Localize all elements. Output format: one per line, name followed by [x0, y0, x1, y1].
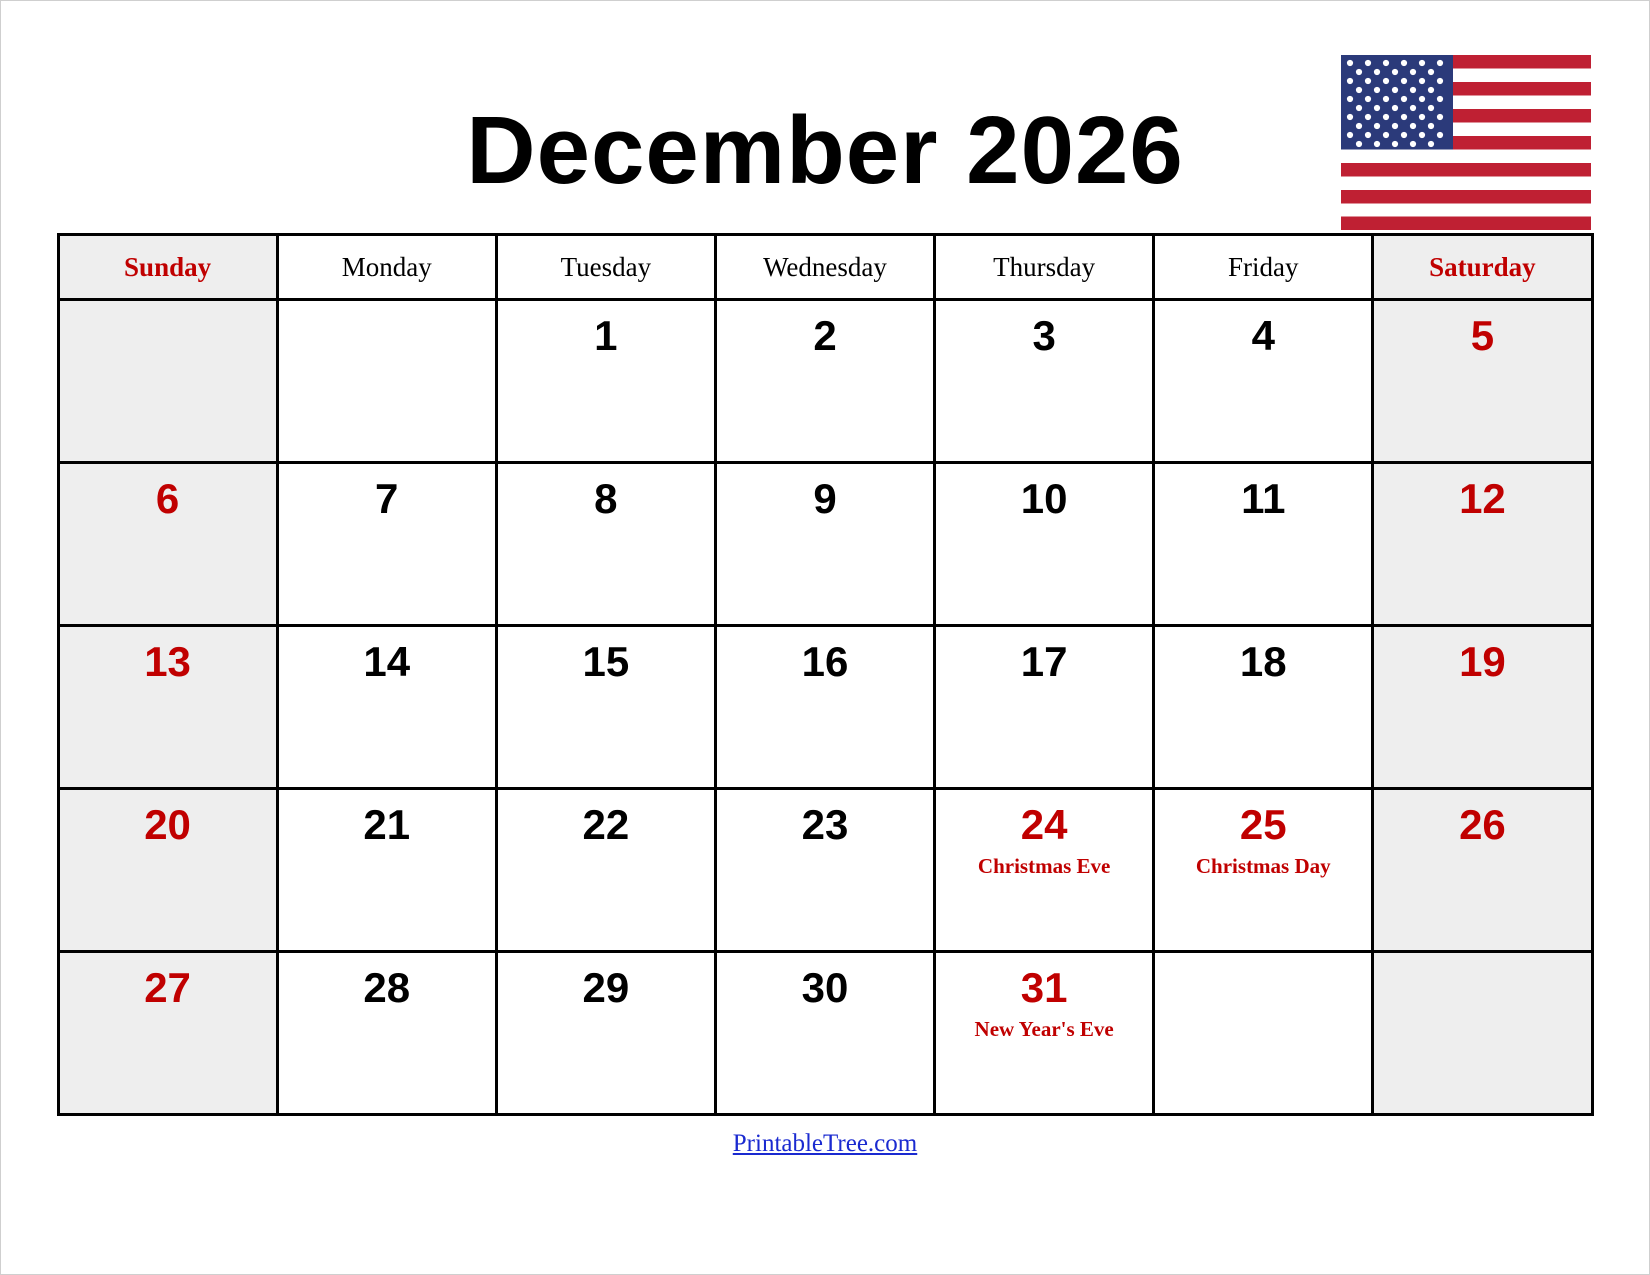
day-number: 17 — [1020, 638, 1068, 685]
day-number: 15 — [582, 638, 630, 685]
day-cell[interactable] — [277, 626, 496, 789]
day-cell[interactable] — [935, 300, 1154, 463]
day-number: 1 — [594, 312, 618, 359]
day-cell[interactable] — [1154, 300, 1373, 463]
day-cell[interactable] — [1373, 789, 1592, 952]
day-number: 31 — [1020, 964, 1068, 1011]
calendar-header — [31, 23, 1619, 233]
day-cell[interactable] — [1154, 952, 1373, 1115]
day-number: 18 — [1239, 638, 1287, 685]
day-cell[interactable] — [496, 300, 715, 463]
day-cell[interactable] — [935, 463, 1154, 626]
day-cell[interactable] — [1154, 463, 1373, 626]
day-cell[interactable] — [935, 952, 1154, 1115]
day-number: 29 — [582, 964, 630, 1011]
day-number: 16 — [801, 638, 849, 685]
day-number: 23 — [801, 801, 849, 848]
day-number: 19 — [1459, 638, 1506, 685]
day-number: 21 — [363, 801, 411, 848]
day-cell[interactable] — [715, 300, 934, 463]
calendar-week-row — [58, 463, 1592, 626]
day-cell[interactable] — [1373, 300, 1592, 463]
day-number: 5 — [1470, 312, 1495, 359]
calendar-week-row — [58, 789, 1592, 952]
day-cell[interactable] — [715, 952, 934, 1115]
day-number: 24 — [1020, 801, 1068, 848]
day-event: New Year's Eve — [974, 1017, 1114, 1041]
day-cell[interactable] — [496, 952, 715, 1115]
day-event — [279, 315, 495, 324]
day-cell[interactable] — [58, 463, 277, 626]
day-number: 25 — [1239, 801, 1287, 848]
weekday-header-friday: Friday — [1154, 235, 1373, 300]
day-cell[interactable] — [715, 789, 934, 952]
day-cell[interactable] — [277, 952, 496, 1115]
day-number: 6 — [155, 475, 180, 522]
day-number: 9 — [813, 475, 837, 522]
weekday-header-sunday: Sunday — [58, 235, 277, 300]
day-cell[interactable] — [1373, 626, 1592, 789]
day-number: 12 — [1459, 475, 1506, 522]
day-number: 27 — [144, 964, 191, 1011]
day-cell[interactable] — [58, 789, 277, 952]
weekday-header-saturday: Saturday — [1373, 235, 1592, 300]
day-cell[interactable] — [496, 463, 715, 626]
weekday-header-tuesday: Tuesday — [496, 235, 715, 300]
weekday-header-row — [58, 235, 1592, 300]
day-cell[interactable] — [1154, 626, 1373, 789]
calendar-week-row — [58, 300, 1592, 463]
day-number: 13 — [144, 638, 191, 685]
day-cell[interactable] — [58, 952, 277, 1115]
day-number: 20 — [144, 801, 191, 848]
day-event — [1374, 967, 1590, 976]
day-cell[interactable] — [1373, 463, 1592, 626]
weekday-header-wednesday: Wednesday — [715, 235, 934, 300]
calendar-grid — [57, 233, 1594, 1116]
day-number: 8 — [594, 475, 618, 522]
day-number: 11 — [1241, 475, 1286, 522]
day-cell[interactable] — [496, 626, 715, 789]
calendar-week-row — [58, 626, 1592, 789]
day-event: Christmas Eve — [977, 854, 1111, 878]
day-event — [1155, 967, 1371, 976]
day-number: 10 — [1020, 475, 1068, 522]
day-cell[interactable] — [277, 463, 496, 626]
weekday-header-monday: Monday — [277, 235, 496, 300]
day-cell[interactable] — [58, 626, 277, 789]
calendar-week-row — [58, 952, 1592, 1115]
day-cell[interactable] — [1373, 952, 1592, 1115]
day-number: 14 — [363, 638, 411, 685]
usa-flag-icon — [1341, 55, 1591, 230]
day-number: 4 — [1251, 312, 1275, 359]
day-cell[interactable] — [277, 789, 496, 952]
day-number: 22 — [582, 801, 630, 848]
day-cell[interactable] — [277, 300, 496, 463]
day-number: 2 — [813, 312, 837, 359]
day-cell[interactable] — [935, 789, 1154, 952]
day-event: Christmas Day — [1195, 854, 1331, 878]
day-number: 26 — [1459, 801, 1506, 848]
footer — [57, 1130, 1594, 1158]
day-cell[interactable] — [58, 300, 277, 463]
day-cell[interactable] — [1154, 789, 1373, 952]
day-cell[interactable] — [496, 789, 715, 952]
day-cell[interactable] — [715, 626, 934, 789]
weekday-header-thursday: Thursday — [935, 235, 1154, 300]
day-number: 28 — [363, 964, 411, 1011]
day-number: 30 — [801, 964, 849, 1011]
day-event — [60, 315, 276, 324]
day-cell[interactable] — [715, 463, 934, 626]
printabletree-link[interactable]: PrintableTree.com — [732, 1130, 918, 1157]
day-number: 7 — [375, 475, 399, 522]
day-cell[interactable] — [935, 626, 1154, 789]
page-title: December 2026 — [466, 97, 1184, 204]
day-number: 3 — [1032, 312, 1056, 359]
